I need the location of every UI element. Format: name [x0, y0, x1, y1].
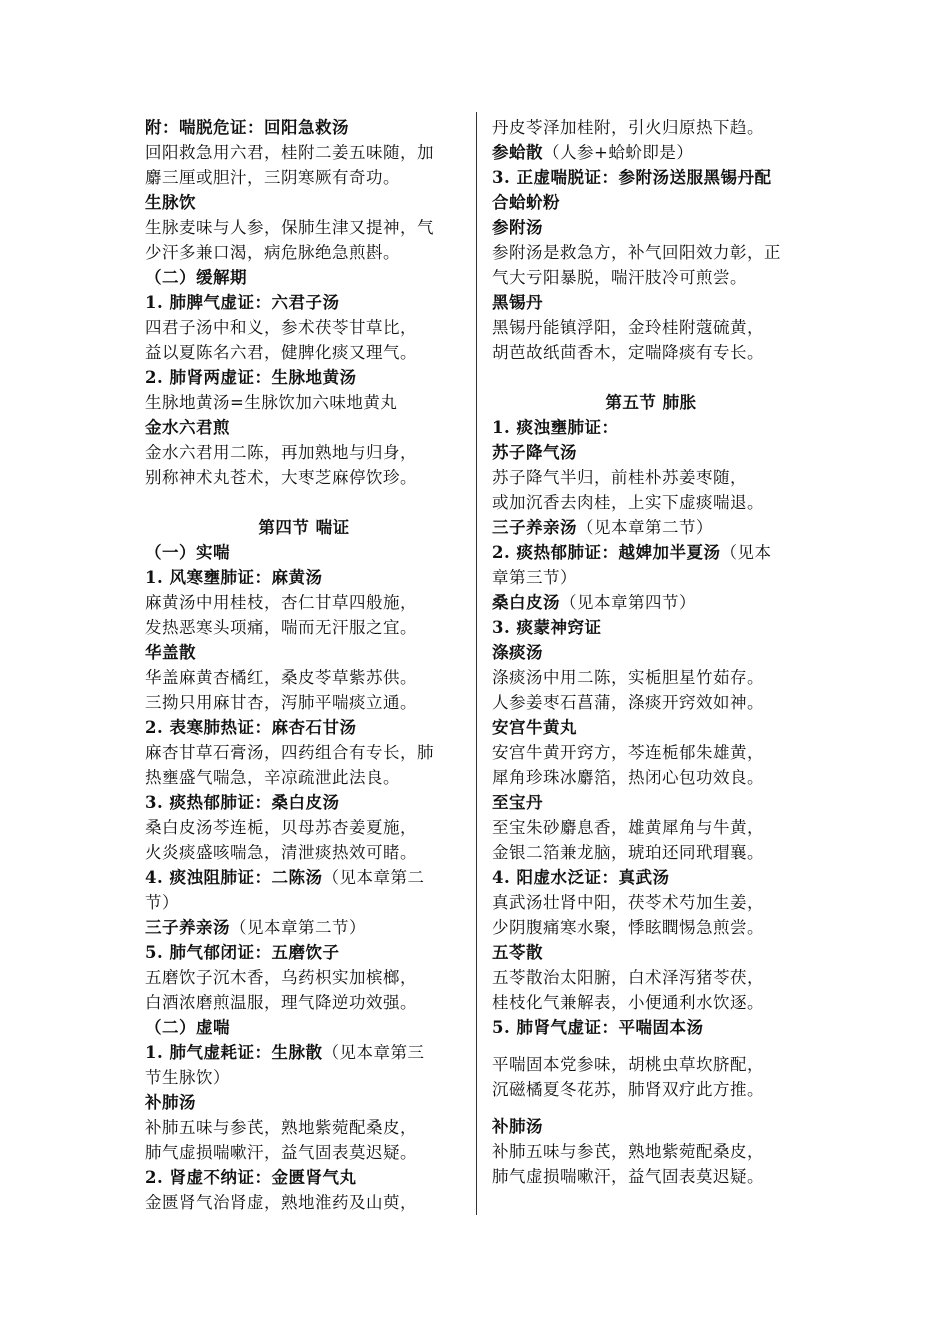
- heading-line: [492, 590, 810, 615]
- reference-note: （见本章第二: [322, 868, 425, 887]
- verse-line: [145, 615, 463, 640]
- verse-line: [492, 740, 810, 765]
- verse-line: [145, 140, 463, 165]
- line-text: 三拗只用麻甘杏，泻肺平喘痰立通。: [145, 693, 417, 712]
- line-text: 1. 风寒壅肺证：麻黄汤: [145, 568, 323, 587]
- line-text: 平喘固本党参味，胡桃虫草坎脐配，: [492, 1055, 764, 1074]
- line-text: 回阳救急用六君，桂附二姜五味随，加: [145, 143, 434, 162]
- verse-line: [145, 815, 463, 840]
- verse-line: [145, 315, 463, 340]
- line-text: 白酒浓磨煎温服，理气降逆功效强。: [145, 993, 417, 1012]
- line-text: （一）实喘: [145, 543, 230, 562]
- heading-line: [492, 615, 810, 640]
- line-text: 2. 肾虚不纳证：金匮肾气丸: [145, 1168, 357, 1187]
- line-text: 胡芭故纸茴香木，定喘降痰有专长。: [492, 343, 764, 362]
- line-text: 犀角珍珠冰麝箔，热闭心包功效良。: [492, 768, 764, 787]
- heading-line: [492, 640, 810, 665]
- line-text: 生脉饮: [145, 193, 196, 212]
- verse-line: [492, 965, 810, 990]
- line-text: 华盖散: [145, 643, 196, 662]
- line-text: 第五节 肺胀: [605, 393, 697, 412]
- line-text: 三子养亲汤: [145, 918, 230, 937]
- line-text: 丹皮苓泽加桂附，引火归原热下趋。: [492, 118, 764, 137]
- line-text: 桑白皮汤芩连栀，贝母苏杏姜夏施，: [145, 818, 417, 837]
- line-text: 1. 肺脾气虚证：六君子汤: [145, 293, 340, 312]
- line-text: 节）: [145, 893, 179, 912]
- heading-line: [492, 140, 810, 165]
- line-text: 别称神术丸苍术，大枣芝麻停饮珍。: [145, 468, 417, 487]
- verse-line: [492, 315, 810, 340]
- heading-line: [492, 715, 810, 740]
- line-text: 金匮肾气治肾虚，熟地淮药及山萸，: [145, 1193, 417, 1212]
- line-text: 补肺五味与参芪，熟地紫菀配桑皮，: [145, 1118, 417, 1137]
- reference-note: （人参+蛤蚧即是）: [543, 143, 694, 162]
- heading-line: [492, 1015, 810, 1040]
- verse-line: [492, 990, 810, 1015]
- heading-line: [145, 1040, 463, 1065]
- verse-line: [492, 765, 810, 790]
- heading-line: [145, 290, 463, 315]
- line-text: 3. 正虚喘脱证：参附汤送服黑锡丹配: [492, 168, 772, 187]
- line-text: 安宫牛黄丸: [492, 718, 577, 737]
- heading-line: [145, 565, 463, 590]
- line-text: 少阴腹痛寒水聚，悸眩瞤惕急煎尝。: [492, 918, 764, 937]
- verse-line: [145, 990, 463, 1015]
- verse-line: [145, 1190, 463, 1215]
- reference-note: （见本章第三: [322, 1043, 425, 1062]
- verse-line: [492, 490, 810, 515]
- verse-line: [492, 565, 810, 590]
- heading-line: [492, 215, 810, 240]
- line-text: 麝三厘或胆汁，三阴寒厥有奇功。: [145, 168, 400, 187]
- line-text: 涤痰汤: [492, 643, 543, 662]
- line-text: 参蛤散: [492, 143, 543, 162]
- reference-note: （见本章第四节）: [560, 593, 696, 612]
- verse-line: [145, 1115, 463, 1140]
- heading-line: [145, 1015, 463, 1040]
- line-text: 章第三节）: [492, 568, 577, 587]
- verse-line: [145, 1065, 463, 1090]
- verse-line: [492, 890, 810, 915]
- line-text: 肺气虚损喘嗽汗，益气固表莫迟疑。: [492, 1167, 764, 1186]
- line-text: 黑锡丹能镇浮阳，金玲桂附蔻硫黄，: [492, 318, 764, 337]
- verse-line: [492, 240, 810, 265]
- verse-line: [492, 840, 810, 865]
- verse-line: [492, 1139, 810, 1164]
- line-text: 至宝朱砂麝息香，雄黄犀角与牛黄，: [492, 818, 764, 837]
- line-text: （二）缓解期: [145, 268, 247, 287]
- verse-line: [492, 915, 810, 940]
- line-text: 1. 肺气虚耗证：生脉散: [145, 1043, 323, 1062]
- line-text: 补肺汤: [145, 1093, 196, 1112]
- line-text: 五苓散: [492, 943, 543, 962]
- heading-line: [145, 415, 463, 440]
- line-text: 桂枝化气兼解表，小便通利水饮逐。: [492, 993, 764, 1012]
- heading-line: [492, 165, 810, 190]
- line-text: 少汗多兼口渴，病危脉绝急煎斟。: [145, 243, 400, 262]
- verse-line: [145, 690, 463, 715]
- line-text: 节生脉饮）: [145, 1068, 230, 1087]
- heading-line: [492, 290, 810, 315]
- heading-line: [145, 790, 463, 815]
- line-text: 金银二箔兼龙脑，琥珀还同玳瑁襄。: [492, 843, 764, 862]
- verse-line: [145, 590, 463, 615]
- line-text: 益以夏陈名六君，健脾化痰又理气。: [145, 343, 417, 362]
- line-text: 生脉麦味与人参，保肺生津又提神，气: [145, 218, 434, 237]
- verse-line: [492, 665, 810, 690]
- heading-line: [145, 190, 463, 215]
- verse-line: [492, 1077, 810, 1102]
- line-text: 麻黄汤中用桂枝，杏仁甘草四般施，: [145, 593, 417, 612]
- heading-line: [145, 640, 463, 665]
- line-text: 补肺五味与参芪，熟地紫菀配桑皮，: [492, 1142, 764, 1161]
- verse-line: [145, 240, 463, 265]
- line-text: 苏子降气半归，前桂朴苏姜枣随，: [492, 468, 747, 487]
- line-text: 发热恶寒头项痛，喘而无汗服之宜。: [145, 618, 417, 637]
- verse-line: [145, 890, 463, 915]
- verse-line: [492, 815, 810, 840]
- line-text: 五磨饮子沉木香，乌药枳实加槟榔，: [145, 968, 417, 987]
- heading-line: [145, 265, 463, 290]
- verse-line: [145, 765, 463, 790]
- line-text: 合蛤蚧粉: [492, 193, 560, 212]
- line-text: 1. 痰浊壅肺证：: [492, 418, 619, 437]
- line-text: 沉磁橘夏冬花苏，肺肾双疗此方推。: [492, 1080, 764, 1099]
- line-text: 或加沉香去肉桂，上实下虚痰喘退。: [492, 493, 764, 512]
- line-text: 人参姜枣石菖蒲，涤痰开窍效如神。: [492, 693, 764, 712]
- verse-line: [145, 740, 463, 765]
- verse-line: [492, 115, 810, 140]
- line-text: 气大亏阳暴脱，喘汗肢冷可煎尝。: [492, 268, 747, 287]
- verse-line: [145, 965, 463, 990]
- verse-line: [145, 1140, 463, 1165]
- line-text: 3. 痰热郁肺证：桑白皮汤: [145, 793, 340, 812]
- line-text: 生脉地黄汤=生脉饮加六味地黄丸: [145, 393, 398, 412]
- line-text: 金水六君用二陈，再加熟地与归身，: [145, 443, 417, 462]
- line-text: 安宫牛黄开窍方，芩连栀郁朱雄黄，: [492, 743, 764, 762]
- reference-note: （见本章第二节）: [230, 918, 366, 937]
- line-text: 麻杏甘草石膏汤，四药组合有专长，肺: [145, 743, 434, 762]
- heading-line: [492, 440, 810, 465]
- verse-line: [145, 465, 463, 490]
- heading-line: [145, 115, 463, 140]
- verse-line: [145, 165, 463, 190]
- line-text: 第四节 喘证: [258, 518, 350, 537]
- line-text: 金水六君煎: [145, 418, 230, 437]
- line-text: 4. 阳虚水泛证：真武汤: [492, 868, 670, 887]
- verse-line: [492, 1052, 810, 1077]
- line-text: 参附汤是救急方，补气回阳效力彰，正: [492, 243, 781, 262]
- heading-line: [145, 915, 463, 940]
- line-text: 至宝丹: [492, 793, 543, 812]
- heading-line: [492, 1114, 810, 1139]
- heading-line: [492, 940, 810, 965]
- heading-line: [492, 515, 810, 540]
- verse-line: [492, 265, 810, 290]
- section-title: [492, 390, 810, 415]
- heading-line: [492, 540, 810, 565]
- reference-note: （见本章第二节）: [577, 518, 713, 537]
- line-text: 附：喘脱危证：回阳急救汤: [145, 118, 349, 137]
- heading-line: [492, 415, 810, 440]
- heading-line: [145, 940, 463, 965]
- line-text: 肺气虚损喘嗽汗，益气固表莫迟疑。: [145, 1143, 417, 1162]
- heading-line: [492, 190, 810, 215]
- verse-line: [145, 440, 463, 465]
- heading-line: [145, 715, 463, 740]
- line-text: 5. 肺肾气虚证：平喘固本汤: [492, 1018, 704, 1037]
- verse-line: [492, 465, 810, 490]
- line-text: 5. 肺气郁闭证：五磨饮子: [145, 943, 340, 962]
- heading-line: [145, 1165, 463, 1190]
- line-text: （二）虚喘: [145, 1018, 230, 1037]
- verse-line: [145, 215, 463, 240]
- line-text: 补肺汤: [492, 1117, 543, 1136]
- line-text: 真武汤壮肾中阳，茯苓术芍加生姜，: [492, 893, 764, 912]
- line-text: 五苓散治太阳腑，白术泽泻猪苓茯，: [492, 968, 764, 987]
- verse-line: [145, 390, 463, 415]
- line-text: 4. 痰浊阻肺证：二陈汤: [145, 868, 323, 887]
- heading-line: [492, 865, 810, 890]
- verse-line: [492, 690, 810, 715]
- line-text: 苏子降气汤: [492, 443, 577, 462]
- verse-line: [492, 340, 810, 365]
- line-text: 火炎痰盛咳喘急，清泄痰热效可睹。: [145, 843, 417, 862]
- line-text: 四君子汤中和义，参术茯苓甘草比，: [145, 318, 417, 337]
- verse-line: [145, 340, 463, 365]
- line-text: 2. 痰热郁肺证：越婢加半夏汤: [492, 543, 721, 562]
- heading-line: [145, 540, 463, 565]
- line-text: 参附汤: [492, 218, 543, 237]
- line-text: 2. 肺肾两虚证：生脉地黄汤: [145, 368, 357, 387]
- heading-line: [145, 365, 463, 390]
- line-text: 桑白皮汤: [492, 593, 560, 612]
- line-text: 华盖麻黄杏橘红，桑皮苓草紫苏供。: [145, 668, 417, 687]
- line-text: 黑锡丹: [492, 293, 543, 312]
- heading-line: [145, 1090, 463, 1115]
- right-column: [492, 115, 810, 1189]
- line-text: 三子养亲汤: [492, 518, 577, 537]
- verse-line: [492, 1164, 810, 1189]
- line-text: 涤痰汤中用二陈，实栀胆星竹茹存。: [492, 668, 764, 687]
- section-title: [145, 515, 463, 540]
- heading-line: [145, 865, 463, 890]
- heading-line: [492, 790, 810, 815]
- verse-line: [145, 840, 463, 865]
- reference-note: （见本: [720, 543, 772, 562]
- line-text: 2. 表寒肺热证：麻杏石甘汤: [145, 718, 357, 737]
- line-text: 热壅盛气喘急，辛凉疏泄此法良。: [145, 768, 400, 787]
- verse-line: [145, 665, 463, 690]
- line-text: 3. 痰蒙神窍证: [492, 618, 602, 637]
- column-divider: [476, 112, 477, 1215]
- left-column: [145, 115, 463, 1215]
